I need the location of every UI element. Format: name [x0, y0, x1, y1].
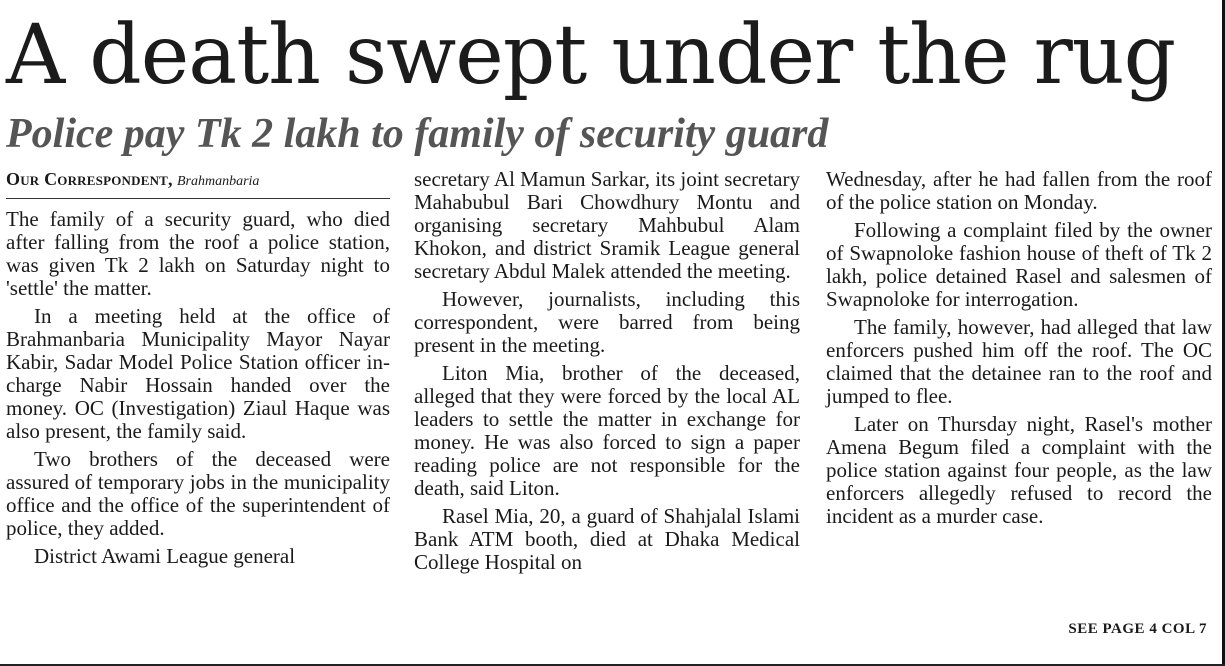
paragraph: Wednesday, after he had fallen from the roof of the police station on Monday. — [826, 167, 1212, 214]
headline: A death swept under the rug — [6, 8, 1176, 103]
paragraph: However, journalists, including this correspondent, were barred from being present in the meeting. — [414, 287, 800, 357]
paragraph: Rasel Mia, 20, a guard of Shahjalal Islami Bank ATM booth, died at Dhaka Medical College Hospital on — [414, 504, 800, 574]
paragraph: District Awami League general — [34, 544, 296, 568]
paragraph: Liton Mia, brother of the deceased, alleged that they were forced by the local AL leaders to settle the matter in exchange for money. He was also forced to sign a paper reading police are not responsible for the death, said Liton. — [414, 361, 800, 500]
paragraph: secretary Al Mamun Sarkar, its joint secretary Mahabubul Bari Chowdhury Montu and organising secretary Mahbubul Alam Khokon, and district Sramik League general secretary Abdul Malek attended the meeting. — [414, 167, 800, 283]
paragraph: The family, however, had alleged that law enforcers pushed him off the roof. The OC claimed that the detainee ran to the roof and jumped to flee. — [826, 315, 1212, 408]
byline-place: Brahmanbaria — [176, 174, 260, 189]
article-column-3 — [826, 168, 1212, 528]
article-column-1 — [6, 168, 390, 568]
paragraph: In a meeting held at the office of Brahmanbaria Municipality Mayor Nayar Kabir, Sadar Model Police Station officer in-charge Nabir Hossain handed over the money. OC (Investigation) Ziaul Haque was also present, the family said. — [6, 304, 390, 443]
paragraph: The family of a security guard, who died after falling from the roof a police station, was given Tk 2 lakh on Saturday night to 'settle' the matter. — [6, 207, 390, 300]
continued-on-jump-line: SEE PAGE 4 COL 7 — [1068, 621, 1207, 637]
paragraph: Following a complaint filed by the owner of Swapnoloke fashion house of theft of Tk 2 lakh, police detained Rasel and salesmen of Swapnoloke for interrogation. — [826, 218, 1212, 311]
article-column-2 — [414, 168, 800, 574]
byline-author: Our Correspondent, — [6, 169, 173, 189]
paragraph: Two brothers of the deceased were assured of temporary jobs in the municipality office and the office of the superintendent of police, they added. — [6, 447, 390, 540]
subheadline: Police pay Tk 2 lakh to family of security guard — [6, 111, 829, 157]
byline — [6, 168, 390, 199]
paragraph: Later on Thursday night, Rasel's mother Amena Begum filed a complaint with the police station against four people, as the law enforcers allegedly refused to record the incident as a murder case. — [826, 412, 1212, 528]
